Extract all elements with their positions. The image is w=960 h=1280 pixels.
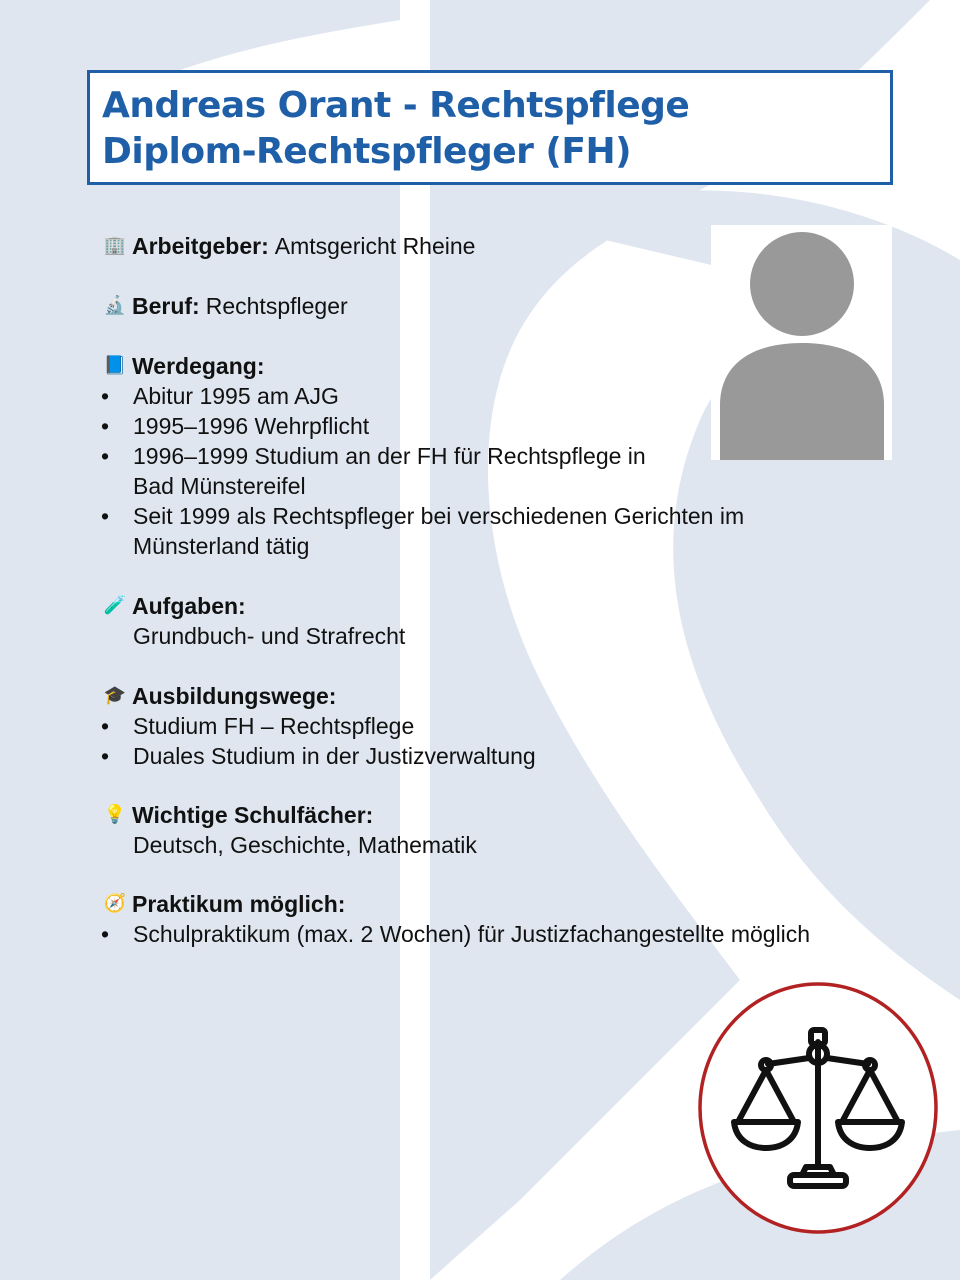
internship-list: [103, 919, 810, 949]
list-item: • Schulpraktikum (max. 2 Wochen) für Justizfachangestellte möglich: [103, 919, 810, 949]
profession-value: Rechtspfleger: [205, 293, 348, 319]
subjects-section: [103, 800, 477, 860]
internship-label: Praktikum möglich:: [132, 891, 346, 917]
list-item: • Abitur 1995 am AJG: [103, 381, 744, 411]
internship-section: [103, 889, 810, 949]
title-box: [87, 70, 893, 185]
compass-icon: 🧭: [103, 893, 127, 914]
profession-section: [103, 291, 348, 321]
employer-value: Amtsgericht Rheine: [274, 233, 476, 259]
list-item-line: Bad Münstereifel: [133, 473, 306, 499]
microscope-icon: 🔬: [103, 295, 127, 316]
list-item-line: Seit 1999 als Rechtspfleger bei verschiedenen Gerichten im: [133, 503, 745, 529]
profession-label: Beruf:: [132, 293, 200, 319]
office-building-icon: 🏢: [103, 235, 127, 256]
scales-of-justice-icon: [698, 982, 938, 1234]
employer-section: [103, 231, 475, 261]
title-line-1: Andreas Orant - Rechtspflege: [102, 85, 690, 126]
education-section: [103, 681, 536, 771]
list-item: • Studium FH – Rechtspflege: [103, 711, 536, 741]
list-item-line: Münsterland tätig: [133, 533, 310, 559]
light-bulb-icon: 💡: [103, 804, 127, 825]
career-label: Werdegang:: [132, 353, 265, 379]
education-label: Ausbildungswege:: [132, 683, 337, 709]
list-item: [103, 501, 744, 561]
list-item: • Duales Studium in der Justizverwaltung: [103, 741, 536, 771]
title-line-2: Diplom-Rechtspfleger (FH): [102, 131, 632, 172]
list-item: • 1995–1996 Wehrpflicht: [103, 411, 744, 441]
education-list: [103, 711, 536, 771]
test-tube-icon: 🧪: [103, 595, 127, 616]
subjects-value: Deutsch, Geschichte, Mathematik: [133, 832, 477, 858]
list-item: [103, 441, 744, 501]
tasks-value: Grundbuch- und Strafrecht: [133, 623, 406, 649]
graduation-cap-icon: 🎓: [103, 685, 127, 706]
subjects-label: Wichtige Schulfächer:: [132, 802, 374, 828]
employer-label: Arbeitgeber:: [132, 233, 269, 259]
career-list: [103, 381, 744, 561]
tasks-section: [103, 591, 405, 651]
list-item-line: 1996–1999 Studium an der FH für Rechtspflege in: [133, 443, 646, 469]
tasks-label: Aufgaben:: [132, 593, 246, 619]
career-section: [103, 351, 744, 561]
blue-book-icon: 📘: [103, 355, 127, 376]
